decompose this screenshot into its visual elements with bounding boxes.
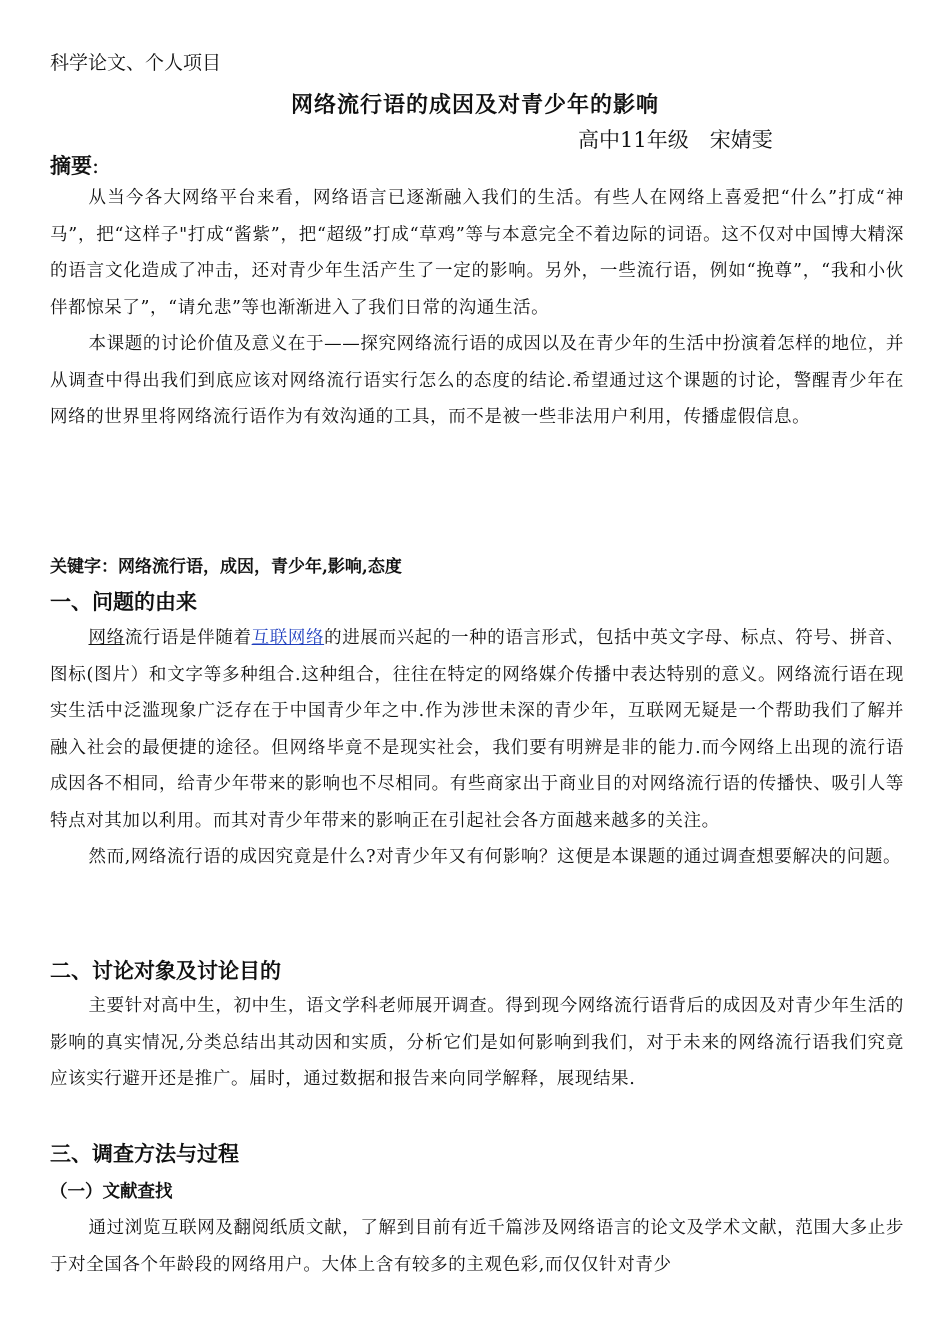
underlined-term: 网络 <box>88 628 125 648</box>
section-3-paragraph-1: 通过浏览互联网及翻阅纸质文献，了解到目前有近千篇涉及网络语言的论文及学术文献，范围大多止步于对全国各个年龄段的网络用户。大体上含有较多的主观色彩,而仅仅针对青少 <box>50 1218 904 1275</box>
paper-title: 网络流行语的成因及对青少年的影响 <box>290 92 659 118</box>
section-1-heading: 一、问题的由来 <box>50 589 197 614</box>
section-2-body <box>50 988 904 1098</box>
keywords-line: 关键字：网络流行语，成因，青少年,影响,态度 <box>50 557 402 577</box>
author-line: 高中11年级 宋婧雯 <box>578 128 773 152</box>
abstract-paragraph-2: 本课题的讨论价值及意义在于——探究网络流行语的成因以及在青少年的生活中扮演着怎样的地位，并从调查中得出我们到底应该对网络流行语实行怎么的态度的结论.希望通过这个课题的讨论，警醒青少年在网络的世界里将网络流行语作为有效沟通的工具，而不是被一些非法用户利用，传播虚假信息。 <box>50 334 904 427</box>
abstract-body <box>50 180 904 436</box>
section-3-heading: 三、调查方法与过程 <box>50 1141 239 1166</box>
section-1-text-a: 流行语是伴随着 <box>124 628 252 648</box>
document-category: 科学论文、个人项目 <box>50 52 222 74</box>
section-2-heading: 二、讨论对象及讨论目的 <box>50 958 281 983</box>
abstract-colon: : <box>92 154 100 178</box>
abstract-label-text: 摘要 <box>50 153 92 178</box>
section-1-paragraph-1 <box>50 620 904 839</box>
section-3-subheading: （一）文献查找 <box>50 1182 173 1202</box>
internet-link[interactable]: 互联网络 <box>251 628 325 648</box>
abstract-paragraph-1: 从当今各大网络平台来看，网络语言已逐渐融入我们的生活。有些人在网络上喜爱把“什么”打成“神马”，把“这样子"打成“酱紫”，把“超级”打成“草鸡”等与本意完全不着边际的词语。这不仅对中国博大精深的语言文化造成了冲击，还对青少年生活产生了一定的影响。另外，一些流行语，例如“挽尊”，“我和小伙伴都惊呆了”，“请允悲”等也渐渐进入了我们日常的沟通生活。 <box>50 188 904 318</box>
section-1-text-b: 的进展而兴起的一种的语言形式，包括中英文字母、标点、符号、拼音、图标(图片）和文字等多种组合.这种组合，往往在特定的网络媒介传播中表达特别的意义。网络流行语在现实生活中泛滥现象广泛存在于中国青少年之中.作为涉世未深的青少年，互联网无疑是一个帮助我们了解并融入社会的最便捷的途径。但网络毕竟不是现实社会，我们要有明辨是非的能力.而今网络上出现的流行语成因各不相同，给青少年带来的影响也不尽相同。有些商家出于商业目的对网络流行语的传播快、吸引人等特点对其加以利用。而其对青少年带来的影响正在引起社会各方面越来越多的关注。 <box>50 628 905 831</box>
section-1-paragraph-2: 然而,网络流行语的成因究竟是什么?对青少年又有何影响？这便是本课题的通过调查想要解决的问题。 <box>88 847 902 867</box>
section-3-body <box>50 1210 904 1283</box>
section-1-body <box>50 620 904 876</box>
section-2-paragraph-1: 主要针对高中生，初中生，语文学科老师展开调查。得到现今网络流行语背后的成因及对青少年生活的影响的真实情况,分类总结出其动因和实质，分析它们是如何影响到我们，对于未来的网络流行语我们究竟应该实行避开还是推广。届时，通过数据和报告来向同学解释，展现结果. <box>50 996 904 1089</box>
abstract-label <box>50 150 99 180</box>
